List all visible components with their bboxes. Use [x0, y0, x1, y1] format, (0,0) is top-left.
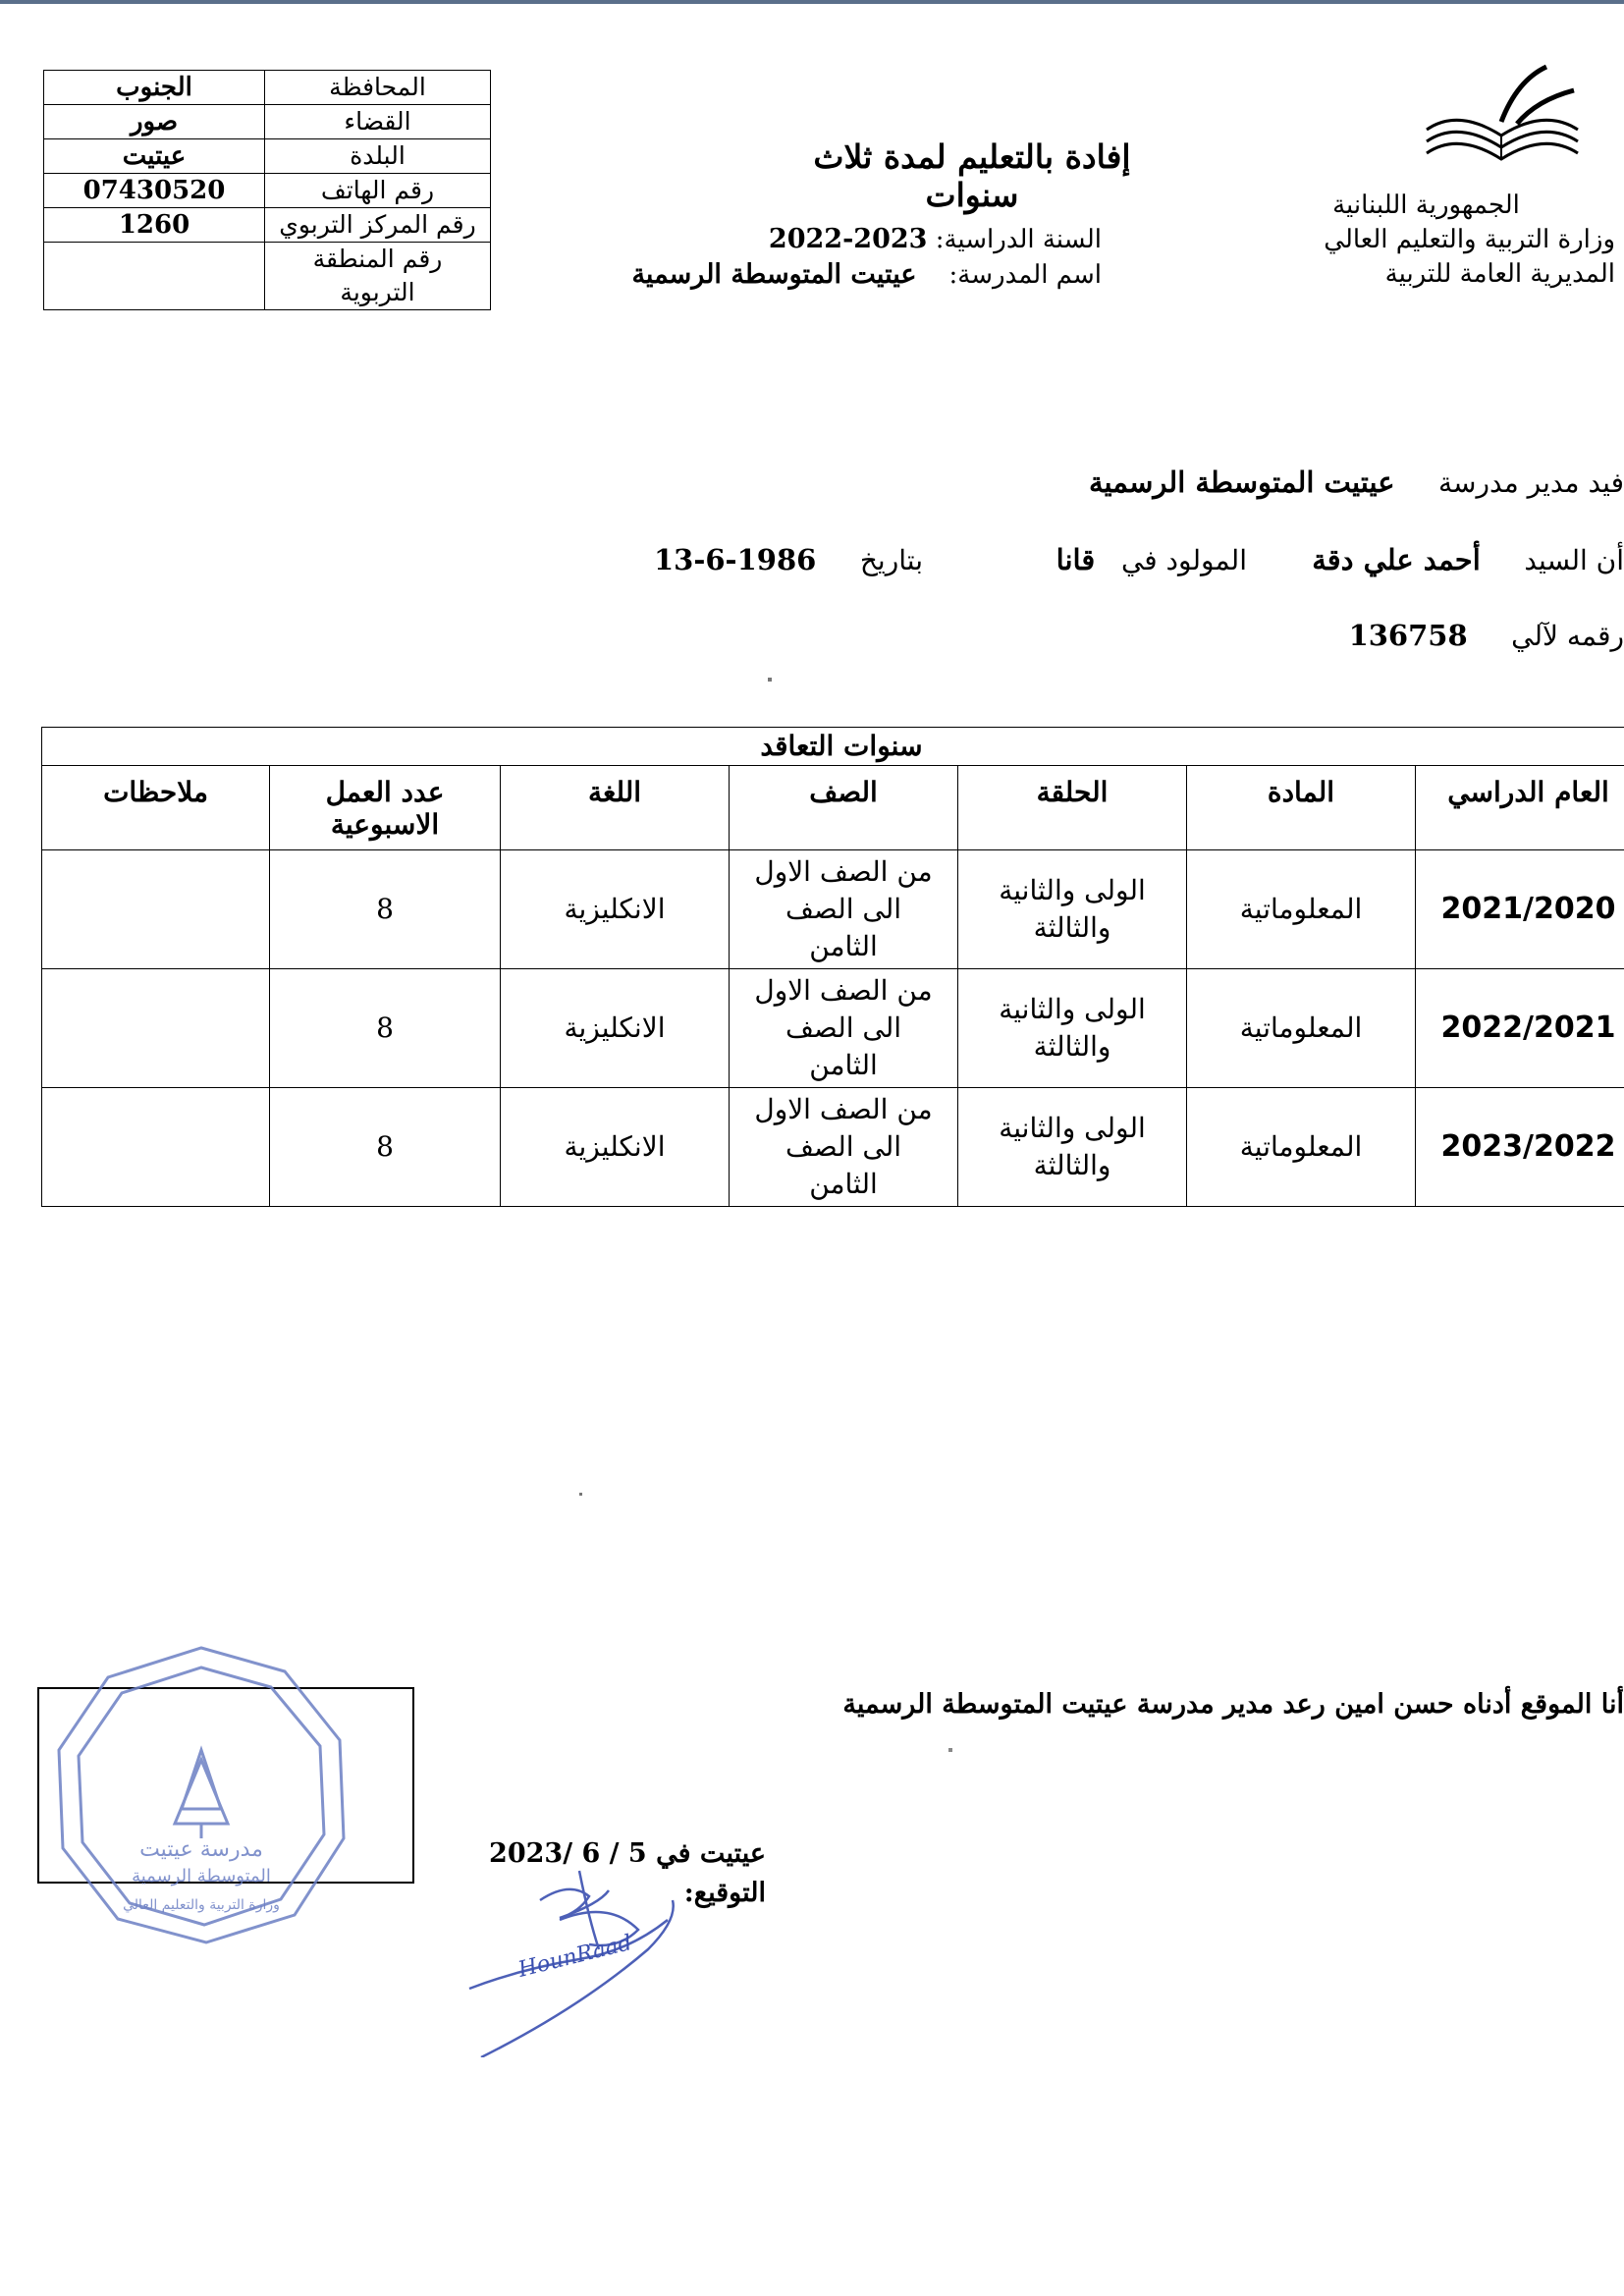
info-value: 07430520	[44, 174, 265, 208]
scan-edge	[0, 0, 1624, 4]
school-name-line	[631, 259, 1102, 290]
scan-speck	[579, 1493, 582, 1496]
info-value: 1260	[44, 208, 265, 243]
person-label: أن السيد	[1524, 544, 1624, 576]
cell-hours: 8	[270, 1088, 501, 1207]
info-value: الجنوب	[44, 71, 265, 105]
cell-subject: المعلوماتية	[1187, 969, 1416, 1088]
info-row	[44, 71, 491, 105]
cell-hours: 8	[270, 850, 501, 969]
intro-line	[1089, 465, 1624, 499]
intro-label: فيد مدير مدرسة	[1438, 466, 1624, 499]
header-cycle: الحلقة	[958, 766, 1187, 850]
info-value: صور	[44, 105, 265, 139]
header-notes: ملاحظات	[42, 766, 270, 850]
scan-speck	[948, 1748, 952, 1752]
cell-language: الانكليزية	[501, 850, 730, 969]
school-name-value: عيتيت المتوسطة الرسمية	[631, 259, 917, 290]
info-row	[44, 174, 491, 208]
cell-year: 2022/2021	[1416, 969, 1624, 1088]
info-label: رقم المنطقة التربوية	[265, 243, 491, 310]
intro-school: عيتيت المتوسطة الرسمية	[1089, 465, 1395, 499]
cell-subject: المعلوماتية	[1187, 1088, 1416, 1207]
school-year-label: السنة الدراسية:	[935, 225, 1102, 254]
date-label: بتاريخ	[859, 544, 923, 576]
info-row	[44, 105, 491, 139]
header-subject: المادة	[1187, 766, 1416, 850]
school-year-line	[768, 224, 1102, 254]
ministry-line: وزارة التربية والتعليم العالي	[1324, 225, 1615, 254]
cell-subject: المعلوماتية	[1187, 850, 1416, 969]
table-row	[42, 969, 1624, 1088]
cell-cycle: الولى والثانية والثالثة	[958, 850, 1187, 969]
table-row	[42, 850, 1624, 969]
stamp-text-line: وزارة التربية والتعليم العالي	[123, 1897, 280, 1913]
cell-grade: من الصف الاول الى الصف الثامن	[730, 1088, 958, 1207]
info-label: المحافظة	[265, 71, 491, 105]
cell-cycle: الولى والثانية والثالثة	[958, 1088, 1187, 1207]
cell-hours: 8	[270, 969, 501, 1088]
header-grade: الصف	[730, 766, 958, 850]
table-row	[42, 1088, 1624, 1207]
cell-cycle: الولى والثانية والثالثة	[958, 969, 1187, 1088]
person-name: أحمد علي دقة	[1312, 543, 1481, 576]
born-label: المولود في	[1120, 544, 1247, 576]
cell-grade: من الصف الاول الى الصف الثامن	[730, 850, 958, 969]
cell-year: 2023/2022	[1416, 1088, 1624, 1207]
birthdate-line	[653, 543, 923, 576]
cell-grade: من الصف الاول الى الصف الثامن	[730, 969, 958, 1088]
ministry-header	[1276, 189, 1615, 292]
person-line	[1312, 543, 1624, 576]
contract-years-table	[41, 727, 1624, 1207]
number-value: 136758	[1348, 619, 1468, 652]
info-label: رقم الهاتف	[265, 174, 491, 208]
info-label: رقم المركز التربوي	[265, 208, 491, 243]
ministry-line: المديرية العامة للتربية	[1384, 259, 1615, 289]
cell-year: 2021/2020	[1416, 850, 1624, 969]
number-line	[1348, 619, 1624, 652]
info-row	[44, 243, 491, 310]
cell-notes	[42, 969, 270, 1088]
info-value	[44, 243, 265, 310]
cell-notes	[42, 1088, 270, 1207]
stamp-text-line: المتوسطة الرسمية	[132, 1866, 271, 1886]
cell-notes	[42, 850, 270, 969]
open-book-logo-icon	[1419, 61, 1586, 171]
signature-scribble: HounRaad	[515, 1930, 635, 1983]
birth-date: 1986-6-13	[653, 543, 817, 576]
header-year: العام الدراسي	[1416, 766, 1624, 850]
school-stamp-icon	[49, 1642, 353, 1948]
info-value: عيتيت	[44, 139, 265, 174]
school-name-label: اسم المدرسة:	[948, 260, 1102, 290]
signature-label: التوقيع:	[683, 1878, 766, 1908]
header-language: اللغة	[501, 766, 730, 850]
school-year-value: 2023-2022	[768, 224, 928, 254]
number-label: رقمه لآلي	[1511, 620, 1624, 652]
school-info-table	[43, 70, 491, 310]
handwritten-signature-icon	[461, 1861, 697, 2057]
info-label: القضاء	[265, 105, 491, 139]
table-caption: سنوات التعاقد	[42, 728, 1624, 766]
info-label: البلدة	[265, 139, 491, 174]
birthplace-line	[1021, 543, 1247, 576]
declaration-line: أنا الموقع أدناه حسن امين رعد مدير مدرسة عيتيت المتوسطة الرسمية	[842, 1689, 1624, 1720]
born-place: قانا	[1056, 543, 1096, 576]
scan-speck	[768, 678, 772, 682]
place-date: عيتيت في 5 / 6 /2023	[489, 1838, 766, 1869]
info-row	[44, 208, 491, 243]
ministry-line: الجمهورية اللبنانية	[1332, 191, 1520, 220]
header-weekly-hours: عدد العمل الاسبوعية	[270, 766, 501, 850]
stamp-text-line: مدرسة عيتيت	[139, 1837, 263, 1862]
document-title: إفادة بالتعليم لمدة ثلاث سنوات	[813, 137, 1131, 214]
cell-language: الانكليزية	[501, 969, 730, 1088]
cell-language: الانكليزية	[501, 1088, 730, 1207]
info-row	[44, 139, 491, 174]
